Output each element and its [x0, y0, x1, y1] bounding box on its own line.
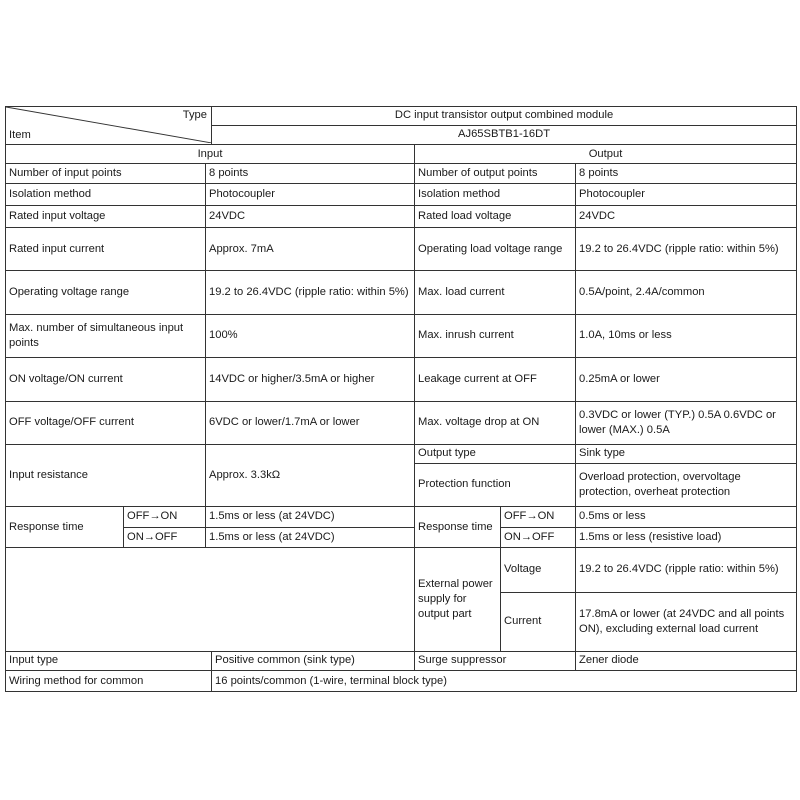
spec-label: Operating load voltage range: [415, 227, 576, 270]
spec-label: Max. inrush current: [415, 314, 576, 357]
spec-sheet: [5, 106, 796, 692]
type-label: Type: [182, 109, 208, 121]
input-response-time-label: Response time: [6, 506, 124, 547]
spec-value: 24VDC: [576, 206, 797, 228]
input-section-title: Input: [6, 145, 415, 164]
spec-label: OFF voltage/OFF current: [6, 401, 206, 444]
output-section-title: Output: [415, 145, 797, 164]
spec-label: Isolation method: [415, 184, 576, 206]
spec-label: Max. load current: [415, 271, 576, 314]
spec-value: 0.25mA or lower: [576, 358, 797, 401]
header-diagonal-cell: [6, 107, 212, 145]
spec-label: Number of input points: [6, 163, 206, 184]
spec-value: 19.2 to 26.4VDC (ripple ratio: within 5%): [206, 271, 415, 314]
surge-suppressor-label: Surge suppressor: [415, 651, 576, 671]
spec-value: 8 points: [576, 163, 797, 184]
spec-label: Rated load voltage: [415, 206, 576, 228]
input-type-label: Input type: [6, 651, 212, 671]
voltage-value: 19.2 to 26.4VDC (ripple ratio: within 5%): [576, 548, 797, 592]
input-on-off-value: 1.5ms or less (at 24VDC): [206, 527, 415, 548]
item-label: Item: [9, 129, 31, 142]
output-on-off-value: 1.5ms or less (resistive load): [576, 527, 797, 548]
protection-label: Protection function: [415, 463, 576, 506]
spec-label: Rated input current: [6, 227, 206, 270]
output-off-on-label: OFF→ON: [501, 506, 576, 527]
spec-value: 14VDC or higher/3.5mA or higher: [206, 358, 415, 401]
spec-value: Photocoupler: [206, 184, 415, 206]
output-response-time-label: Response time: [415, 506, 501, 547]
output-type-label: Output type: [415, 444, 576, 463]
spec-value: 24VDC: [206, 206, 415, 228]
spec-table: [5, 106, 797, 692]
blank-cell: [6, 548, 415, 651]
output-off-on-value: 0.5ms or less: [576, 506, 797, 527]
wiring-method-label: Wiring method for common: [6, 671, 212, 692]
input-off-on-value: 1.5ms or less (at 24VDC): [206, 506, 415, 527]
current-label: Current: [501, 592, 576, 651]
spec-label: Isolation method: [6, 184, 206, 206]
external-power-label: External power supply for output part: [415, 548, 501, 651]
input-off-on-label: OFF→ON: [124, 506, 206, 527]
current-value: 17.8mA or lower (at 24VDC and all points ON), excluding external load current: [576, 592, 797, 651]
wiring-method-value: 16 points/common (1-wire, terminal block type): [212, 671, 797, 692]
protection-value: Overload protection, overvoltage protection, overheat protection: [576, 463, 797, 506]
output-on-off-label: ON→OFF: [501, 527, 576, 548]
model-name: AJ65SBTB1-16DT: [212, 125, 797, 145]
input-resistance-value: Approx. 3.3kΩ: [206, 444, 415, 506]
spec-value: 0.3VDC or lower (TYP.) 0.5A 0.6VDC or lower (MAX.) 0.5A: [576, 401, 797, 444]
spec-label: Rated input voltage: [6, 206, 206, 228]
input-resistance-label: Input resistance: [6, 444, 206, 506]
spec-value: Photocoupler: [576, 184, 797, 206]
spec-value: 8 points: [206, 163, 415, 184]
spec-label: Operating voltage range: [6, 271, 206, 314]
spec-label: ON voltage/ON current: [6, 358, 206, 401]
spec-label: Max. number of simultaneous input points: [6, 314, 206, 357]
output-type-value: Sink type: [576, 444, 797, 463]
voltage-label: Voltage: [501, 548, 576, 592]
spec-value: 6VDC or lower/1.7mA or lower: [206, 401, 415, 444]
spec-value: 100%: [206, 314, 415, 357]
spec-value: 1.0A, 10ms or less: [576, 314, 797, 357]
input-on-off-label: ON→OFF: [124, 527, 206, 548]
spec-value: 0.5A/point, 2.4A/common: [576, 271, 797, 314]
spec-value: 19.2 to 26.4VDC (ripple ratio: within 5%): [576, 227, 797, 270]
spec-label: Number of output points: [415, 163, 576, 184]
spec-label: Leakage current at OFF: [415, 358, 576, 401]
input-type-value: Positive common (sink type): [212, 651, 415, 671]
module-type: DC input transistor output combined module: [212, 107, 797, 126]
spec-value: Approx. 7mA: [206, 227, 415, 270]
surge-suppressor-value: Zener diode: [576, 651, 797, 671]
diagonal-line: [6, 107, 212, 143]
spec-label: Max. voltage drop at ON: [415, 401, 576, 444]
